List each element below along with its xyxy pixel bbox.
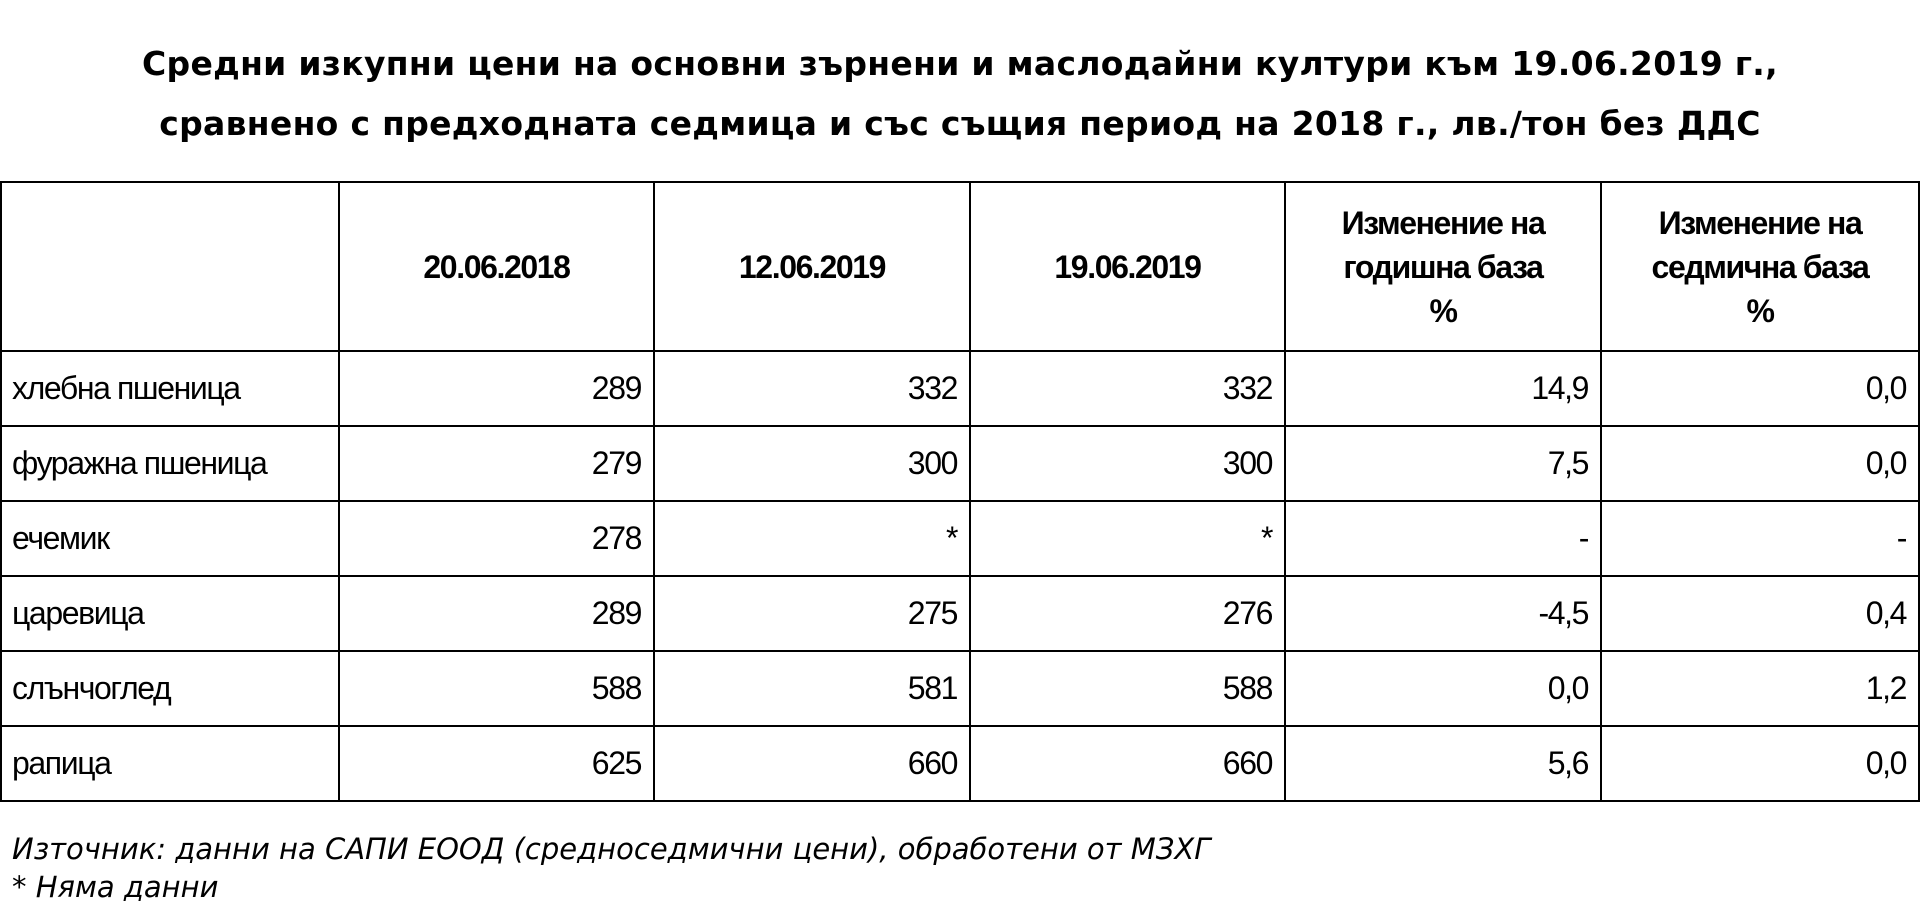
header-date-2018-label: 20.06.2018	[423, 248, 570, 285]
annual-change-cell: 7,5	[1285, 426, 1601, 501]
table-row	[1, 576, 1919, 651]
weekly-change-cell: 0,4	[1601, 576, 1919, 651]
price-2018-cell: 278	[339, 501, 654, 576]
header-date-2018	[339, 182, 654, 351]
crop-name-cell: рапица	[1, 726, 339, 801]
header-annual-change-line-2: годишна база	[1343, 248, 1543, 285]
crop-name-cell: слънчоглед	[1, 651, 339, 726]
header-weekly-change	[1601, 182, 1919, 351]
table-row	[1, 501, 1919, 576]
table-header-row	[1, 182, 1919, 351]
price-current-cell: 332	[970, 351, 1285, 426]
price-2018-cell: 289	[339, 351, 654, 426]
no-data-note: * Няма данни	[12, 870, 219, 904]
price-2018-cell: 625	[339, 726, 654, 801]
annual-change-cell: -	[1285, 501, 1601, 576]
header-annual-change-line-1: Изменение на	[1341, 204, 1545, 241]
price-prev-week-cell: 581	[654, 651, 970, 726]
header-date-current-label: 19.06.2019	[1054, 248, 1201, 285]
weekly-change-cell: 0,0	[1601, 426, 1919, 501]
table-row	[1, 726, 1919, 801]
table-row	[1, 426, 1919, 501]
header-crop	[1, 182, 339, 351]
source-note: Източник: данни на САПИ ЕООД (средноседмични цени), обработени от МЗХГ	[12, 832, 1211, 866]
header-annual-change	[1285, 182, 1601, 351]
header-weekly-change-line-3: %	[1746, 292, 1774, 329]
weekly-change-cell: -	[1601, 501, 1919, 576]
title-line-1: Средни изкупни цени на основни зърнени и маслодайни култури към 19.06.2019 г.,	[142, 44, 1778, 83]
crop-name-cell: хлебна пшеница	[1, 351, 339, 426]
price-2018-cell: 588	[339, 651, 654, 726]
table-row	[1, 651, 1919, 726]
price-table	[0, 181, 1920, 802]
price-prev-week-cell: 300	[654, 426, 970, 501]
annual-change-cell: 5,6	[1285, 726, 1601, 801]
table-row	[1, 351, 1919, 426]
weekly-change-cell: 0,0	[1601, 726, 1919, 801]
page-title	[0, 34, 1920, 154]
title-line-2: сравнено с предходната седмица и със същия период на 2018 г., лв./тон без ДДС	[159, 104, 1761, 143]
table-footnotes	[12, 830, 1210, 906]
price-prev-week-cell: *	[654, 501, 970, 576]
crop-name-cell: царевица	[1, 576, 339, 651]
price-current-cell: 588	[970, 651, 1285, 726]
weekly-change-cell: 0,0	[1601, 351, 1919, 426]
price-prev-week-cell: 275	[654, 576, 970, 651]
annual-change-cell: 14,9	[1285, 351, 1601, 426]
price-current-cell: 276	[970, 576, 1285, 651]
weekly-change-cell: 1,2	[1601, 651, 1919, 726]
price-current-cell: *	[970, 501, 1285, 576]
header-date-current	[970, 182, 1285, 351]
price-prev-week-cell: 660	[654, 726, 970, 801]
crop-name-cell: ечемик	[1, 501, 339, 576]
price-current-cell: 660	[970, 726, 1285, 801]
header-weekly-change-line-1: Изменение на	[1658, 204, 1862, 241]
header-annual-change-line-3: %	[1429, 292, 1457, 329]
header-weekly-change-line-2: седмична база	[1651, 248, 1869, 285]
header-date-prev-week	[654, 182, 970, 351]
annual-change-cell: -4,5	[1285, 576, 1601, 651]
crop-name-cell: фуражна пшеница	[1, 426, 339, 501]
price-2018-cell: 279	[339, 426, 654, 501]
price-prev-week-cell: 332	[654, 351, 970, 426]
price-current-cell: 300	[970, 426, 1285, 501]
price-2018-cell: 289	[339, 576, 654, 651]
header-date-prev-week-label: 12.06.2019	[738, 248, 886, 285]
annual-change-cell: 0,0	[1285, 651, 1601, 726]
